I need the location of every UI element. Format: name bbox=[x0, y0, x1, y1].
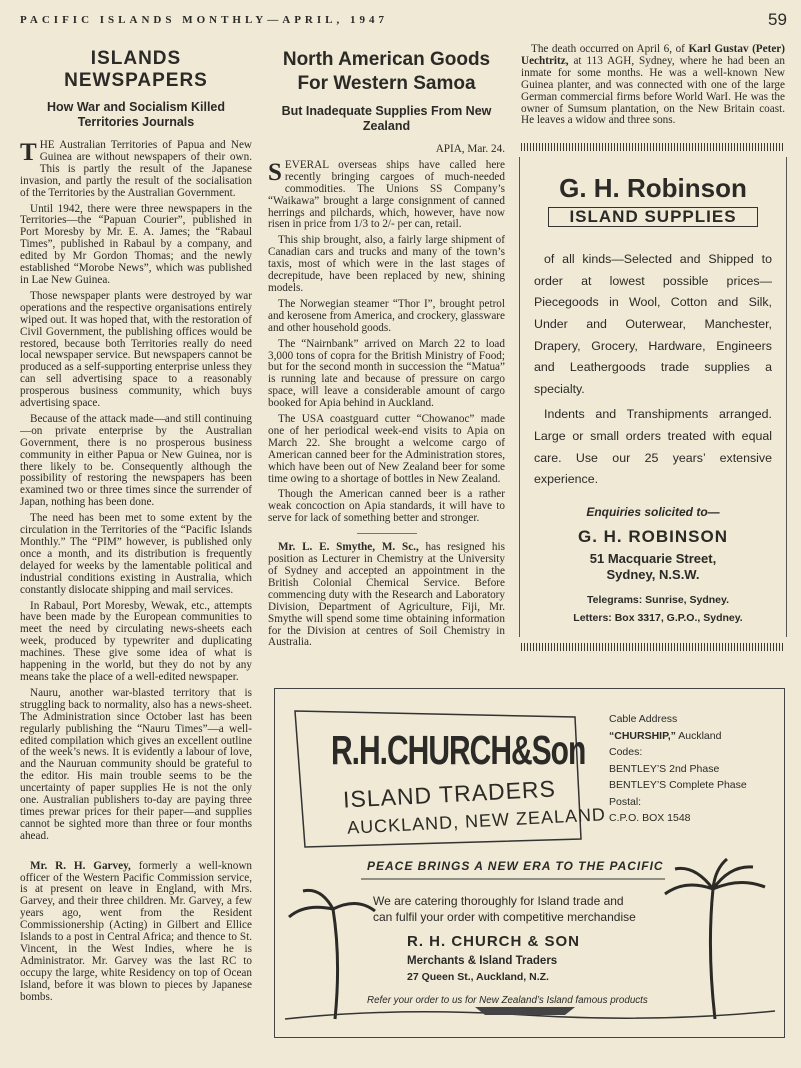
church-refer-text: Refer your order to us for New Zealand’s Island famous products bbox=[367, 995, 648, 1006]
ad-letters: Letters: Box 3317, G.P.O., Sydney. bbox=[573, 611, 743, 624]
column-middle bbox=[268, 48, 505, 649]
ad-border-top bbox=[521, 143, 785, 151]
church-logo-name: R.H.CHURCH&Son bbox=[331, 729, 586, 774]
drop-cap: S bbox=[268, 158, 282, 186]
church-merchants: Merchants & Island Traders bbox=[407, 955, 558, 967]
obituary-uechtritz: The death occurred on April 6, of Karl Gustav (Peter) Uechtritz, at 113 AGH, Sydney, where he had been an inmate for some months. He was a well-known New Guinea planter, and was connected with one of the large German commercial firms before World WarI. He was the owner of Sumsum plantation, on the New Britain coast. He leaves a widow and three sons. bbox=[521, 43, 785, 127]
paragraph: In Rabaul, Port Moresby, Wewak, etc., attempts have been made by the European communities to meet the need by circulating news-sheets each week, produced by typewriter and duplicating machines. These give some idea of what is happening in the world, but they do not by any means take the place of a well-edited newspaper. bbox=[20, 599, 252, 683]
article-body-islands-newspapers bbox=[20, 140, 252, 843]
church-logo-traders: ISLAND TRADERS bbox=[342, 775, 557, 813]
paragraph: SEVERAL overseas ships have called here recently bringing cargoes of much-needed commodities. The Unions SS Company’s “Waikawa” brought a large consignment of canned herrings and pilchards, which, however, have now risen in price from 1/3 to 2/- per can, retail. bbox=[268, 158, 505, 231]
paragraph: Though the American canned beer is a rather weak concoction on Apia standards, it will have to serve for lack of something better and stronger. bbox=[268, 488, 505, 525]
paragraph: Nauru, another war-blasted territory that is struggling back to normality, also has a news-sheet. The Administration since October last has been regularly publishing the “Nauru Times”—a well-edited compilation which gives an excellent outline of the week’s news. It is evidently a labour of love, and the Nauruan community should be grateful to the editor. His main trouble seems to be the uncertainty of paper supplies He is not the only one. Australian publishers to-day are paying three times prewar prices for their paper—and supplies cannot be sighted more than three or four months ahead. bbox=[20, 686, 252, 842]
running-head: PACIFIC ISLANDS MONTHLY—APRIL, 1947 bbox=[20, 14, 388, 26]
article-body-samoa bbox=[268, 160, 505, 525]
ad-body: of all kinds—Selected and Shipped to order at lowest possible prices—Piecegoods in Wool, Cotton and Silk, Under and Outerwear, Manchester, Drapery, Grocery, Hardware, Engineers and Leathergoods trade supplies a specialty. bbox=[534, 252, 772, 396]
advertiser-tagline: ISLAND SUPPLIES bbox=[548, 207, 758, 227]
paragraph: The “Nairnbank” arrived on March 22 to load 3,000 tons of copra for the British Ministry of Food; but for the second month in succession the “Matua” is running late and because of pressure on cargo space, will leave a considerable amount of cargo booked for Apia behind in Auckland. bbox=[268, 337, 505, 410]
person-name: Mr. L. E. Smythe, M. Sc., bbox=[278, 541, 419, 554]
church-catering-text: We are catering thoroughly for Island trade and can fulfil your order with competitive merchandise bbox=[373, 894, 636, 924]
ad-telegrams: Telegrams: Sunrise, Sydney. bbox=[587, 593, 729, 606]
ad-address: 51 Macquarie Street, Sydney, N.S.W. bbox=[589, 550, 717, 582]
article-subtitle-samoa: But Inadequate Supplies From New Zealand bbox=[281, 104, 492, 133]
divider bbox=[357, 533, 417, 534]
article-title-samoa: North American Goods For Western Samoa bbox=[282, 49, 491, 94]
ad-body: Indents and Transhipments arranged. Large or small orders treated with equal care. Use our 25 years’ extensive experience. bbox=[534, 407, 772, 487]
church-advertisement bbox=[274, 688, 785, 1038]
church-slogan: PEACE BRINGS A NEW ERA TO THE PACIFIC bbox=[367, 859, 664, 873]
ship-icon bbox=[475, 1007, 575, 1015]
article-subtitle-islands-newspapers: How War and Socialism Killed Territories Journals bbox=[46, 100, 226, 129]
column-left bbox=[20, 48, 252, 1004]
person-name: Karl Gustav (Peter) Uechtritz, bbox=[521, 43, 785, 67]
robinson-advertisement bbox=[519, 157, 787, 636]
article-title-islands-newspapers: ISLANDS NEWSPAPERS bbox=[64, 48, 208, 91]
church-address: 27 Queen St., Auckland, N.Z. bbox=[407, 971, 549, 983]
ad-enquiries: Enquiries solicited to— bbox=[586, 504, 720, 519]
page-number: 59 bbox=[768, 10, 787, 29]
paragraph: Because of the attack made—and still continuing—on private enterprise by the Australian Government, there is no prosperous business community in either Papua or New Guinea, nor is there likely to be. Consequently although the possibility of restoring the newspapers has been examined two or three times since the surrender of Japan, nothing has been done. bbox=[20, 412, 252, 509]
paragraph: The USA coastguard cutter “Chowanoc” made one of her periodical week-end visits to Apia on March 22. She brought a welcome cargo of American canned beer for the Administration stores, which have been out of New Zealand beer for some time owing to a shortage of bottles in New Zealand. bbox=[268, 413, 505, 485]
advertiser-name-contact: G. H. ROBINSON bbox=[577, 526, 728, 546]
paragraph: This ship brought, also, a fairly large shipment of Canadian cars and trucks and many of the town’s taxis, most of which were in the last stages of decrepitude, have been replaced by new, shining models. bbox=[268, 234, 505, 294]
person-name: Mr. R. H. Garvey, bbox=[30, 859, 131, 872]
news-item-garvey: Mr. R. H. Garvey, formerly a well-known officer of the Western Pacific Commission service, is at present on leave in England, with Mrs. Garvey, and their three children. Mr. Garvey, a few years ago, went from the Resident Commissionership (Acting) in Gilbert and Ellice Islands to a post in Central Africa; and thence to St. Vincent, in the West Indies, where he is Administrator. Mr. Garvey was the last RC to occupy the large, white Residency on top of Ocean Island, before it was blown to pieces by Japanese bombs. bbox=[20, 859, 252, 1003]
ad-border-bottom bbox=[521, 643, 785, 651]
paragraph: Until 1942, there were three newspapers in the Territories—the “Papuan Courier”, published in Port Moresby by Mr. E. A. James; the “Rabaul Times”, published in Rabaul by a company, and edited by Mr Gordon Thomas; and the newly established “Morobe News”, which was published in Lae New Guinea. bbox=[20, 202, 252, 286]
column-right bbox=[521, 44, 785, 657]
paragraph: THE Australian Territories of Papua and New Guinea are without newspapers of their own. This is partly the result of the Japanese invasion, and partly the result of the socialisation of the Territories by the Australian Government. bbox=[20, 139, 252, 199]
paragraph: The Norwegian steamer “Thor I”, brought petrol and kerosene from America, and crockery, glassware and other household goods. bbox=[268, 297, 505, 334]
church-logo-location: AUCKLAND, NEW ZEALAND bbox=[346, 804, 607, 838]
advertiser-name: G. H. Robinson bbox=[559, 173, 747, 204]
dateline: APIA, Mar. 24. bbox=[435, 143, 505, 155]
church-contact-block: Cable Address “CHURSHIP,” Auckland Codes: BENTLEY’S 2nd Phase BENTLEY’S Complete Phase Postal: C.P.O. BOX 1548 bbox=[609, 713, 747, 824]
paragraph: Those newspaper plants were destroyed by war operations and the respective organisations entirely wiped out. It was hoped that, with the restoration of Civil Government, the publishing offices would be restored, because both Territories really do need local newspaper service. But newspapers cannot be produced as a self-supporting enterprise unless they can sell advertising space to a reasonably prosperous business community, which buys advertising space. bbox=[20, 289, 252, 410]
church-company-name: R. H. CHURCH & SON bbox=[407, 933, 581, 950]
drop-cap: T bbox=[20, 139, 37, 166]
news-item-smythe: Mr. L. E. Smythe, M. Sc., has resigned his position as Lecturer in Chemistry at the University of Sydney and accepted an appointment in the British Colonial Chemical Service. Before commencing duty with the Research and Laboratory Division, Department of Agriculture, Fiji, Mr. Smythe will spend some time obtaining information for the Division at centres of Soil Chemistry in Australia. bbox=[268, 541, 505, 649]
spacer bbox=[20, 847, 252, 861]
paragraph: The need has been met to some extent by the circulation in the Territories of the “Pacific Islands Monthly.” The “PIM” however, is published only once a month, and its distribution is frequently delayed for weeks by the lamentable political and industrial conditions existing in Australia, which constantly dislocate shipping and mail services. bbox=[20, 512, 252, 596]
